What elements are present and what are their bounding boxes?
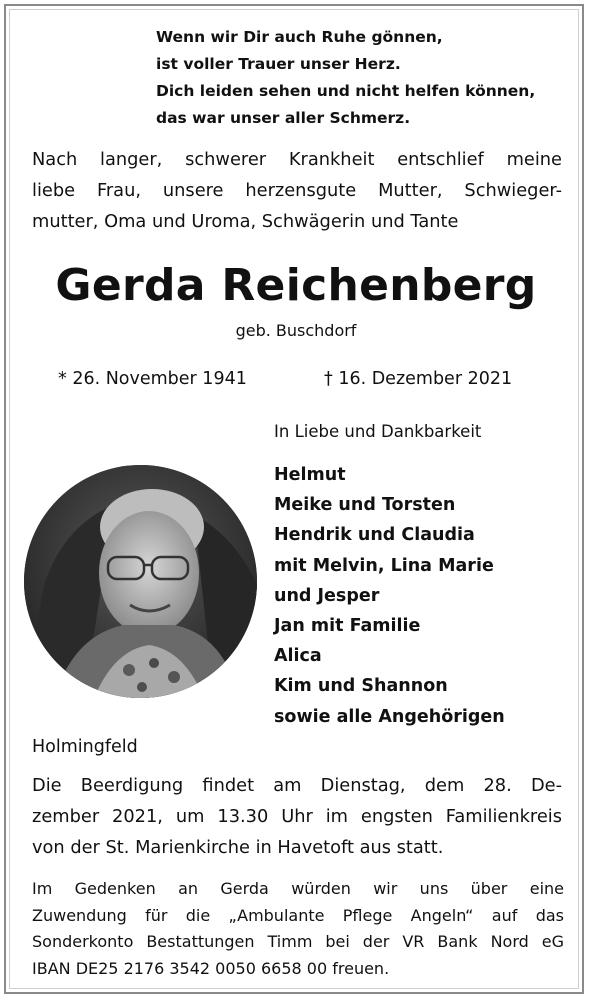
intro-line: mutter, Oma und Uroma, Schwägerin und Tante <box>32 211 459 232</box>
funeral-line: von der St. Marienkirche in Havetoft aus statt. <box>32 837 444 858</box>
intro-line: liebe Frau, unsere herzensgute Mutter, Schwieger- <box>32 180 562 201</box>
funeral-line: Die Beerdigung findet am Dienstag, dem 28. De- <box>32 775 562 796</box>
poem-line: ist voller Trauer unser Herz. <box>156 55 401 73</box>
portrait-photo <box>24 465 257 698</box>
intro-line: Nach langer, schwerer Krankheit entschlief meine <box>32 149 562 170</box>
mourner-line: und Jesper <box>274 585 380 606</box>
memorial-poem <box>156 24 576 132</box>
deceased-name: Gerda Reichenberg <box>55 260 537 311</box>
funeral-info <box>32 770 562 863</box>
mourner-line: Hendrik und Claudia <box>274 525 475 546</box>
portrait-image <box>24 465 257 698</box>
mourner-line: mit Melvin, Lina Marie <box>274 555 494 576</box>
poem-line: Dich leiden sehen und nicht helfen können, <box>156 82 536 100</box>
mourner-line: sowie alle Angehörigen <box>274 706 505 727</box>
mourner-line: Alica <box>274 646 322 667</box>
mourners-list <box>274 460 505 732</box>
funeral-line: zember 2021, um 13.30 Uhr im engsten Familienkreis <box>32 806 562 827</box>
maiden-name: geb. Buschdorf <box>235 321 357 340</box>
poem-line: Wenn wir Dir auch Ruhe gönnen, <box>156 28 443 46</box>
donation-line: Im Gedenken an Gerda würden wir uns über eine <box>32 879 564 898</box>
birth-date: * 26. November 1941 <box>58 369 247 389</box>
poem-line: das war unser aller Schmerz. <box>156 109 411 127</box>
mourner-line: Jan mit Familie <box>274 616 421 637</box>
death-date: † 16. Dezember 2021 <box>324 369 513 389</box>
donation-line: Sonderkonto Bestattungen Timm bei der VR Bank Nord eG <box>32 932 564 951</box>
donation-line: IBAN DE25 2176 3542 0050 6658 00 freuen. <box>32 958 390 978</box>
obituary-notice <box>4 4 584 994</box>
mourner-line: Kim und Shannon <box>274 676 448 697</box>
thanks-line: In Liebe und Dankbarkeit <box>274 422 482 441</box>
place-name: Holmingfeld <box>32 737 138 757</box>
mourner-line: Meike und Torsten <box>274 495 456 516</box>
donation-info <box>32 876 564 982</box>
mourner-line: Helmut <box>274 465 346 485</box>
intro-text <box>32 144 562 237</box>
donation-line: Zuwendung für die „Ambulante Pflege Angeln“ auf das <box>32 905 564 925</box>
